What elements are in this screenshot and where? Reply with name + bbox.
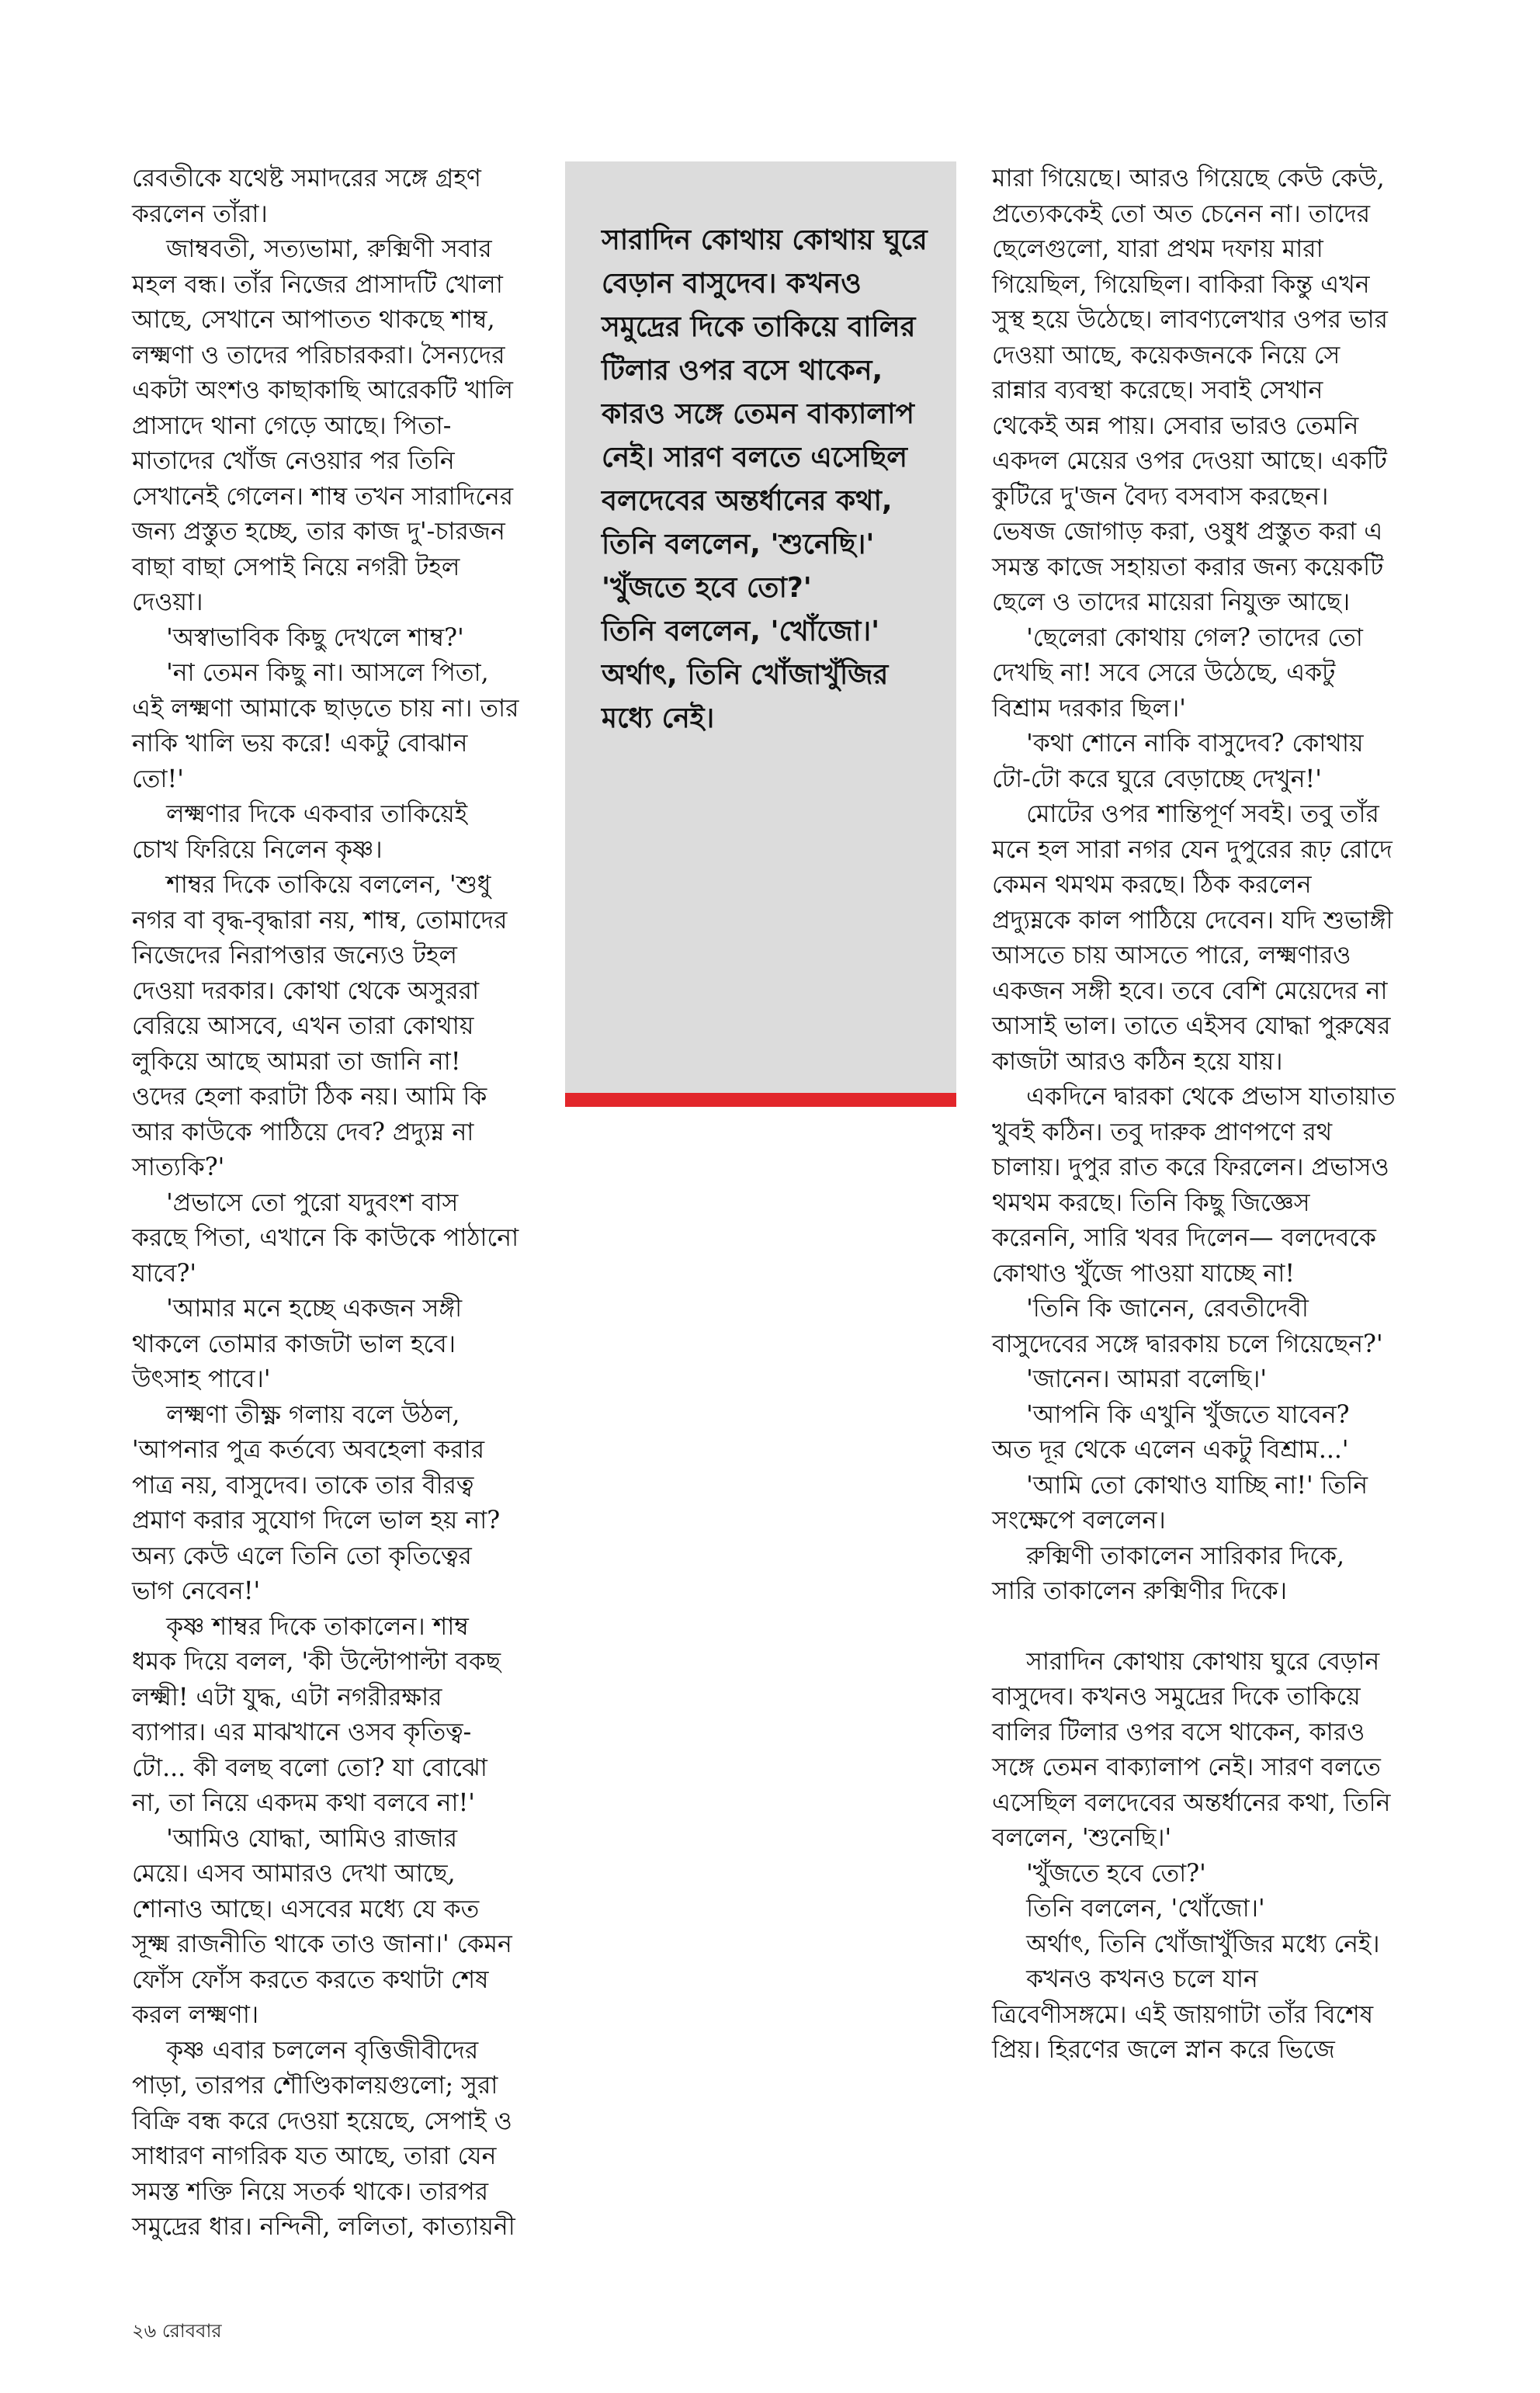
body-paragraph: অর্থাৎ, তিনি খোঁজাখুঁজির মধ্যে নেই। xyxy=(1026,1930,1380,1958)
body-paragraph: লক্ষ্মণা তীক্ষ্ণ গলায় বলে উঠল, 'আপনার পুত্র কর্তব্যে অবহেলা করার পাত্র নয়, বাসুদেব। তাকে তার বীরত্ব প্রমাণ করার সুযোগ দিলে ভাল হয় না? অন্য কেউ এলে তিনি তো কৃতিত্বের ভাগ নেবেন!' xyxy=(132,1400,501,1605)
paragraph-gap xyxy=(992,1610,1396,1645)
body-paragraph: রেবতীকে যথেষ্ট সমাদরের সঙ্গে গ্রহণ করলেন তাঁরা। xyxy=(132,165,481,228)
body-paragraph: কখনও কখনও চলে যান ত্রিবেণীসঙ্গমে। এই জায়গাটা তাঁর বিশেষ প্রিয়। হিরণের জলে স্নান করে ভিজে xyxy=(992,1965,1374,2064)
left-text-column xyxy=(132,161,520,2246)
pull-quote-paragraph: 'খুঁজতে হবে তো?' xyxy=(602,572,812,604)
body-paragraph: মোটের ওপর শান্তিপূর্ণ সবই। তবু তাঁর মনে হল সারা নগর যেন দুপুরের রূঢ় রোদে কেমন থমথম করছে। ঠিক করলেন প্রদ্যুম্নকে কাল পাঠিয়ে দেবেন। যদি শুভাঙ্গী আসতে চায় আসতে পারে, লক্ষ্মণারও একজন সঙ্গী হবে। তবে বেশি মেয়েদের না আসাই ভাল। তাতে এইসব যোদ্ধা পুরুষের কাজটা আরও কঠিন হয়ে যায়। xyxy=(992,800,1393,1076)
body-paragraph: তিনি বললেন, 'খোঁজো।' xyxy=(1026,1895,1265,1923)
body-paragraph: 'জানেন। আমরা বলেছি।' xyxy=(1026,1365,1268,1393)
page-number: ২৬ xyxy=(132,2320,157,2342)
body-paragraph: 'আপনি কি এখুনি খুঁজতে যাবেন? অত দূর থেকে এলেন একটু বিশ্রাম...' xyxy=(992,1400,1350,1464)
magazine-name: রোববার xyxy=(161,2320,222,2342)
body-paragraph: 'তিনি কি জানেন, রেবতীদেবী বাসুদেবের সঙ্গে দ্বারকায় চলে গিয়েছেন?' xyxy=(992,1295,1383,1358)
pull-quote-paragraph: তিনি বললেন, 'খোঁজো।' অর্থাৎ, তিনি খোঁজাখুঁজির মধ্যে নেই। xyxy=(602,616,889,734)
body-paragraph: একদিনে দ্বারকা থেকে প্রভাস যাতায়াত খুবই কঠিন। তবু দারুক প্রাণপণে রথ চালায়। দুপুর রাত করে ফিরলেন। প্রভাসও থমথম করছে। তিনি কিছু জিজ্ঞেস করেননি, সারি খবর দিলেন— বলদেবকে কোথাও খুঁজে পাওয়া যাচ্ছে না! xyxy=(992,1083,1396,1288)
pull-quote-paragraph: সারাদিন কোথায় কোথায় ঘুরে বেড়ান বাসুদেব। কখনও সমুদ্রের দিকে তাকিয়ে বালির টিলার ওপর বসে থাকেন, কারও সঙ্গে তেমন বাক্যালাপ নেই। সারণ বলতে এসেছিল বলদেবের অন্তর্ধানের কথা, তিনি বললেন, 'শুনেছি।' xyxy=(602,224,928,560)
body-paragraph: জাম্ববতী, সত্যভামা, রুক্মিণী সবার মহল বন্ধ। তাঁর নিজের প্রাসাদটি খোলা আছে, সেখানে আপাতত থাকছে শাম্ব, লক্ষ্মণা ও তাদের পরিচারকরা। সৈন্যদের একটা অংশও কাছাকাছি আরেকটি খালি প্রাসাদে থানা গেড়ে আছে। পিতা-মাতাদের খোঁজ নেওয়ার পর তিনি সেখানেই গেলেন। শাম্ব তখন সারাদিনের জন্য প্রস্তুত হচ্ছে, তার কাজ দু'-চারজন বাছা বাছা সেপাই নিয়ে নগরী টহল দেওয়া। xyxy=(132,235,514,616)
body-paragraph: রুক্মিণী তাকালেন সারিকার দিকে, সারি তাকালেন রুক্মিণীর দিকে। xyxy=(992,1542,1344,1605)
pull-quote-accent-bar xyxy=(565,1093,956,1107)
body-paragraph: 'আমার মনে হচ্ছে একজন সঙ্গী থাকলে তোমার কাজটা ভাল হবে। উৎসাহ পাবে।' xyxy=(132,1295,463,1393)
body-paragraph: সারাদিন কোথায় কোথায় ঘুরে বেড়ান বাসুদেব। কখনও সমুদ্রের দিকে তাকিয়ে বালির টিলার ওপর বসে থাকেন, কারও সঙ্গে তেমন বাক্যালাপ নেই। সারণ বলতে এসেছিল বলদেবের অন্তর্ধানের কথা, তিনি বললেন, 'শুনেছি।' xyxy=(992,1647,1391,1852)
body-paragraph: লক্ষ্মণার দিকে একবার তাকিয়েই চোখ ফিরিয়ে নিলেন কৃষ্ণ। xyxy=(132,800,468,864)
body-paragraph: 'খুঁজতে হবে তো?' xyxy=(1026,1859,1206,1888)
body-paragraph: 'ছেলেরা কোথায় গেল? তাদের তো দেখছি না! সবে সেরে উঠেছে, একটু বিশ্রাম দরকার ছিল।' xyxy=(992,623,1363,723)
body-paragraph: 'আমিও যোদ্ধা, আমিও রাজার মেয়ে। এসব আমারও দেখা আছে, শোনাও আছে। এসবের মধ্যে যে কত সূক্ষ্ম রাজনীতি থাকে তাও জানা।' কেমন ফোঁস ফোঁস করতে করতে কথাটা শেষ করল লক্ষ্মণা। xyxy=(132,1824,512,2029)
pull-quote xyxy=(602,219,928,740)
body-paragraph: 'প্রভাসে তো পুরো যদুবংশ বাস করছে পিতা, এখানে কি কাউকে পাঠানো যাবে?' xyxy=(132,1188,519,1288)
body-paragraph: কৃষ্ণ এবার চললেন বৃত্তিজীবীদের পাড়া, তারপর শৌণ্ডিকালয়গুলো; সুরা বিক্রি বন্ধ করে দেওয়া হয়েছে, সেপাই ও সাধারণ নাগরিক যত আছে, তারা যেন সমস্ত শক্তি নিয়ে সতর্ক থাকে। তারপর সমুদ্রের ধার। নন্দিনী, ললিতা, কাত্যায়নী xyxy=(132,2036,515,2241)
body-paragraph: মারা গিয়েছে। আরও গিয়েছে কেউ কেউ, প্রত্যেককেই তো অত চেনেন না। তাদের ছেলেগুলো, যারা প্রথম দফায় মারা গিয়েছিল, গিয়েছিল। বাকিরা কিন্তু এখন সুস্থ হয়ে উঠেছে। লাবণ্যলেখার ওপর ভার দেওয়া আছে, কয়েকজনকে নিয়ে সে রান্নার ব্যবস্থা করেছে। সবাই সেখান থেকেই অন্ন পায়। সেবার ভারও তেমনি একদল মেয়ের ওপর দেওয়া আছে। একটি কুটিরে দু'জন বৈদ্য বসবাস করছেন। ভেষজ জোগাড় করা, ওষুধ প্রস্তুত করা এ সমস্ত কাজে সহায়তা করার জন্য কয়েকটি ছেলে ও তাদের মায়েরা নিযুক্ত আছে। xyxy=(992,165,1388,616)
body-paragraph: 'না তেমন কিছু না। আসলে পিতা, এই লক্ষ্মণা আমাকে ছাড়তে চায় না। তার নাকি খালি ভয় করে! একটু বোঝান তো!' xyxy=(132,659,519,793)
body-paragraph: 'আমি তো কোথাও যাচ্ছি না!' তিনি সংক্ষেপে বললেন। xyxy=(992,1471,1368,1535)
right-text-column xyxy=(992,161,1396,2069)
body-paragraph: কৃষ্ণ শাম্বর দিকে তাকালেন। শাম্ব ধমক দিয়ে বলল, 'কী উল্টোপাল্টা বকছ লক্ষ্মী! এটা যুদ্ধ, এটা নগরীরক্ষার ব্যাপার। এর মাঝখানে ওসব কৃতিত্ব-টো... কী বলছ বলো তো? যা বোঝো না, তা নিয়ে একদম কথা বলবে না!' xyxy=(132,1612,501,1817)
body-paragraph: 'কথা শোনে নাকি বাসুদেব? কোথায় টো-টো করে ঘুরে বেড়াচ্ছে দেখুন!' xyxy=(992,730,1364,793)
body-paragraph: শাম্বর দিকে তাকিয়ে বললেন, 'শুধু নগর বা বৃদ্ধ-বৃদ্ধারা নয়, শাম্ব, তোমাদের নিজেদের নিরাপত্তার জন্যেও টহল দেওয়া দরকার। কোথা থেকে অসুররা বেরিয়ে আসবে, এখন তারা কোথায় লুকিয়ে আছে আমরা তা জানি না! ওদের হেলা করাটা ঠিক নয়। আমি কি আর কাউকে পাঠিয়ে দেব? প্রদ্যুম্ন না সাত্যকি?' xyxy=(132,871,508,1181)
page-footer xyxy=(132,2317,222,2348)
body-paragraph: 'অস্বাভাবিক কিছু দেখলে শাম্ব?' xyxy=(166,623,464,652)
